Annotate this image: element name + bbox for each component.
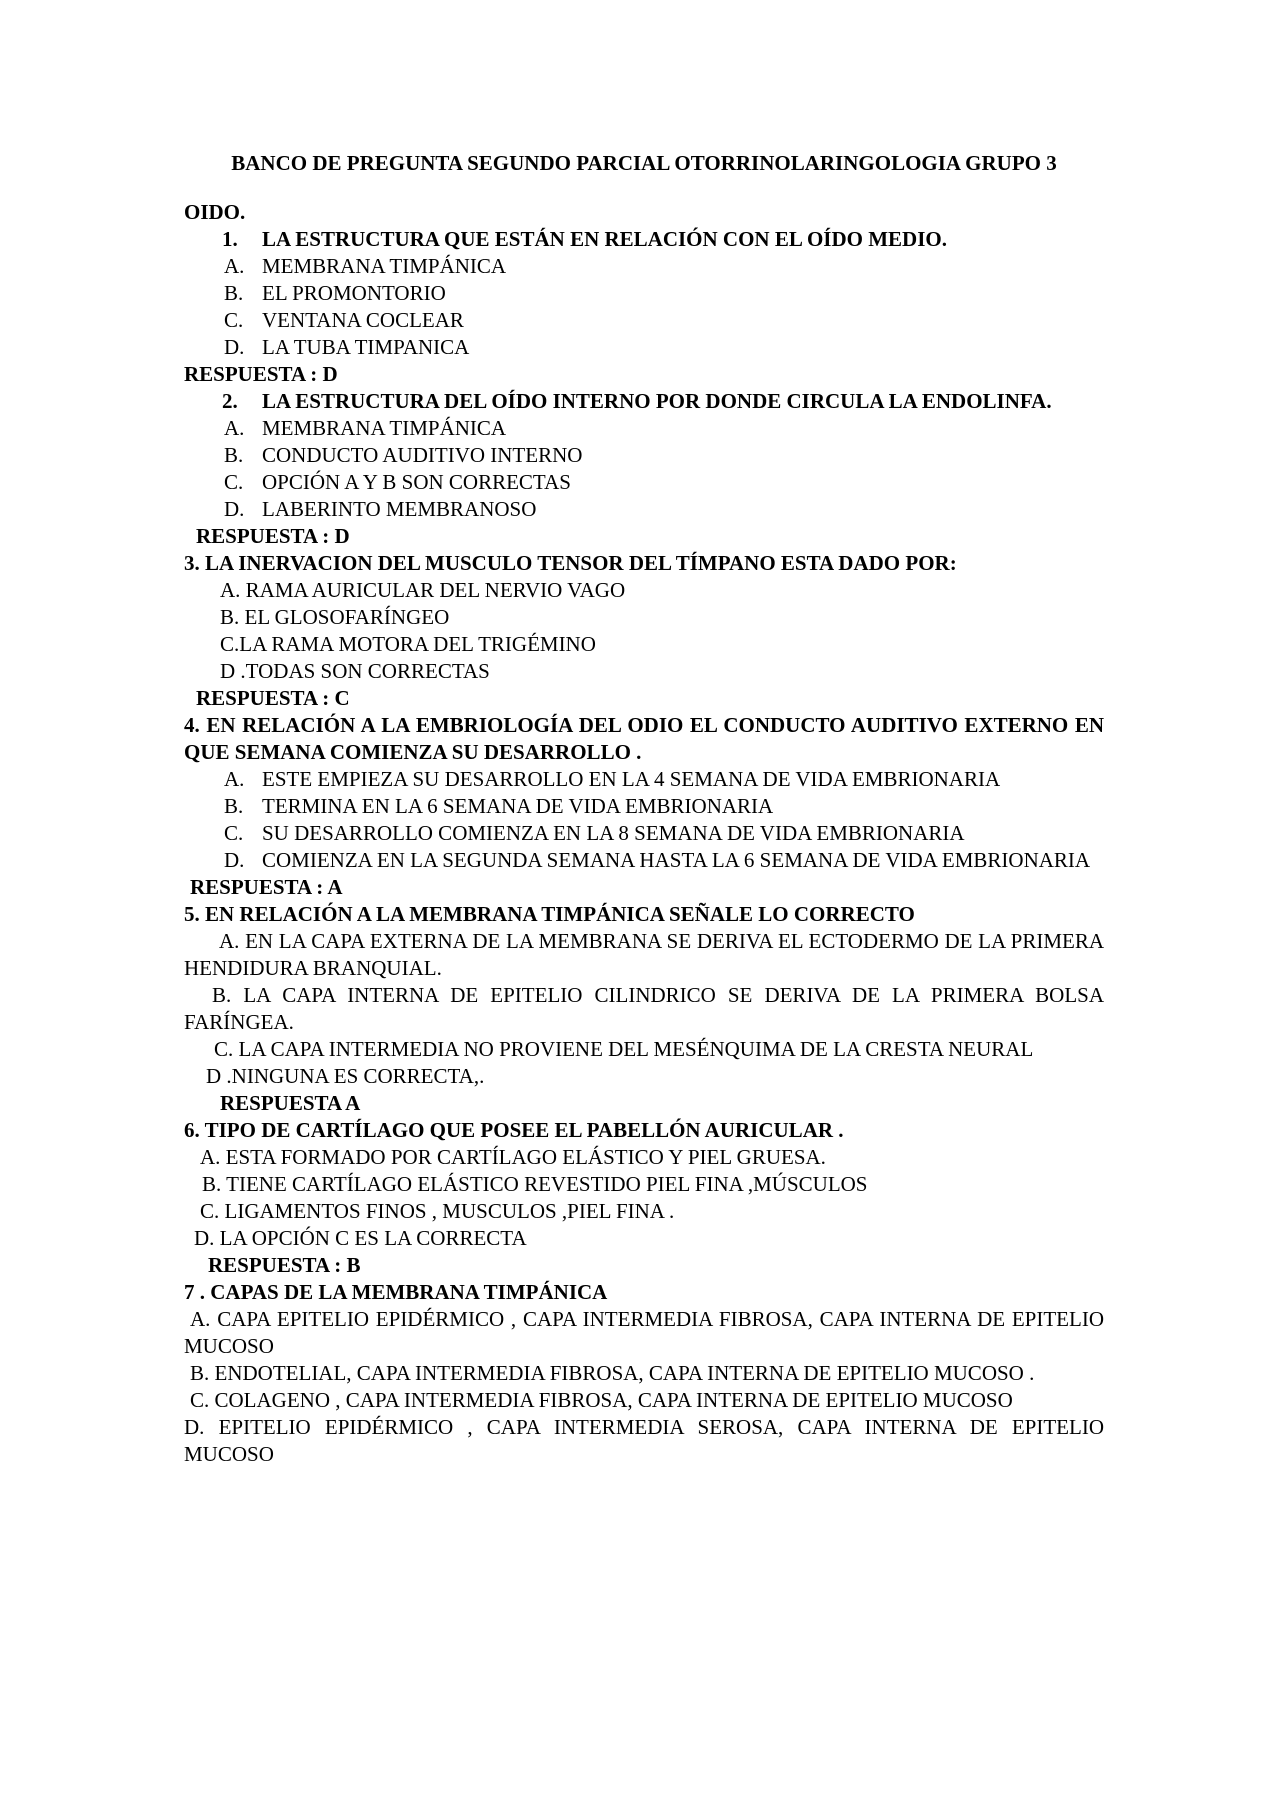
option: C. LA CAPA INTERMEDIA NO PROVIENE DEL MESÉNQUIMA DE LA CRESTA NEURAL — [214, 1037, 1034, 1061]
option: C. COLAGENO , CAPA INTERMEDIA FIBROSA, CAPA INTERNA DE EPITELIO MUCOSO — [190, 1388, 1013, 1412]
option: D .NINGUNA ES CORRECTA,. — [206, 1064, 485, 1088]
option-letter: C. — [224, 821, 244, 845]
option-text: LABERINTO MEMBRANOSO — [262, 497, 537, 521]
document-page — [184, 150, 1104, 1468]
answer-5: RESPUESTA A — [220, 1091, 361, 1115]
option: A. ESTA FORMADO POR CARTÍLAGO ELÁSTICO Y PIEL GRUESA. — [200, 1145, 826, 1169]
option — [184, 334, 1104, 361]
option-text: TERMINA EN LA 6 SEMANA DE VIDA EMBRIONARIA — [262, 794, 774, 818]
page-title: BANCO DE PREGUNTA SEGUNDO PARCIAL OTORRINOLARINGOLOGIA GRUPO 3 — [231, 151, 1057, 175]
option-letter: D. — [224, 497, 245, 521]
option-text: EL PROMONTORIO — [262, 281, 446, 305]
option: C.LA RAMA MOTORA DEL TRIGÉMINO — [220, 632, 596, 656]
option — [184, 496, 1104, 523]
answer-1: RESPUESTA : D — [184, 362, 338, 386]
option: C. LIGAMENTOS FINOS , MUSCULOS ,PIEL FINA . — [200, 1199, 675, 1223]
option: D. LA OPCIÓN C ES LA CORRECTA — [194, 1226, 527, 1250]
option: D .TODAS SON CORRECTAS — [220, 659, 490, 683]
option — [184, 820, 1104, 847]
option-text: LA TUBA TIMPANICA — [262, 335, 470, 359]
question-1 — [184, 226, 1104, 253]
option-letter: A. — [224, 767, 245, 791]
answer-3: RESPUESTA : C — [196, 686, 350, 710]
option-letter: B. — [224, 443, 244, 467]
question-3: 3. LA INERVACION DEL MUSCULO TENSOR DEL TÍMPANO ESTA DADO POR: — [184, 551, 957, 575]
section-heading: OIDO. — [184, 200, 246, 224]
question-5: 5. EN RELACIÓN A LA MEMBRANA TIMPÁNICA SEÑALE LO CORRECTO — [184, 902, 915, 926]
option — [184, 415, 1104, 442]
option — [184, 766, 1104, 793]
question-number: 2. — [222, 389, 238, 413]
option — [184, 307, 1104, 334]
option-text: CONDUCTO AUDITIVO INTERNO — [262, 443, 583, 467]
option-text: MEMBRANA TIMPÁNICA — [262, 416, 507, 440]
option — [184, 280, 1104, 307]
option-text: ESTE EMPIEZA SU DESARROLLO EN LA 4 SEMANA DE VIDA EMBRIONARIA — [262, 767, 1001, 791]
question-text: LA ESTRUCTURA QUE ESTÁN EN RELACIÓN CON EL OÍDO MEDIO. — [262, 227, 947, 251]
option-letter: D. — [224, 335, 245, 359]
option-text: VENTANA COCLEAR — [262, 308, 464, 332]
option-letter: C. — [224, 470, 244, 494]
option-text: SU DESARROLLO COMIENZA EN LA 8 SEMANA DE VIDA EMBRIONARIA — [262, 821, 965, 845]
option: B. ENDOTELIAL, CAPA INTERMEDIA FIBROSA, CAPA INTERNA DE EPITELIO MUCOSO . — [190, 1361, 1035, 1385]
option-text: OPCIÓN A Y B SON CORRECTAS — [262, 470, 571, 494]
option — [184, 793, 1104, 820]
option: B. EL GLOSOFARÍNGEO — [220, 605, 450, 629]
option — [184, 253, 1104, 280]
option-letter: B. — [224, 794, 244, 818]
option-text: COMIENZA EN LA SEGUNDA SEMANA HASTA LA 6 SEMANA DE VIDA EMBRIONARIA — [262, 848, 1091, 872]
question-6: 6. TIPO DE CARTÍLAGO QUE POSEE EL PABELLÓN AURICULAR . — [184, 1118, 844, 1142]
option-letter: D. — [224, 848, 245, 872]
option: A. CAPA EPITELIO EPIDÉRMICO , CAPA INTERMEDIA FIBROSA, CAPA INTERNA DE EPITELIO MUCOSO — [184, 1307, 1104, 1358]
option: A. RAMA AURICULAR DEL NERVIO VAGO — [220, 578, 626, 602]
option-letter: B. — [224, 281, 244, 305]
question-2 — [184, 388, 1104, 415]
option: B. LA CAPA INTERNA DE EPITELIO CILINDRICO SE DERIVA DE LA PRIMERA BOLSA FARÍNGEA. — [184, 983, 1104, 1034]
option: B. TIENE CARTÍLAGO ELÁSTICO REVESTIDO PIEL FINA ,MÚSCULOS — [202, 1172, 868, 1196]
question-text: LA ESTRUCTURA DEL OÍDO INTERNO POR DONDE CIRCULA LA ENDOLINFA. — [262, 389, 1052, 413]
answer-4: RESPUESTA : A — [190, 875, 343, 899]
answer-2: RESPUESTA : D — [196, 524, 350, 548]
question-number: 1. — [222, 227, 238, 251]
option: D. EPITELIO EPIDÉRMICO , CAPA INTERMEDIA SEROSA, CAPA INTERNA DE EPITELIO MUCOSO — [184, 1415, 1104, 1466]
question-7: 7 . CAPAS DE LA MEMBRANA TIMPÁNICA — [184, 1280, 608, 1304]
option-letter: C. — [224, 308, 244, 332]
option — [184, 442, 1104, 469]
option: A. EN LA CAPA EXTERNA DE LA MEMBRANA SE DERIVA EL ECTODERMO DE LA PRIMERA HENDIDURA BRANQUIAL. — [184, 929, 1104, 980]
option — [184, 469, 1104, 496]
option — [184, 847, 1104, 874]
question-4: 4. EN RELACIÓN A LA EMBRIOLOGÍA DEL ODIO EL CONDUCTO AUDITIVO EXTERNO EN QUE SEMANA COMIENZA SU DESARROLLO . — [184, 713, 1104, 764]
option-text: MEMBRANA TIMPÁNICA — [262, 254, 507, 278]
answer-6: RESPUESTA : B — [208, 1253, 361, 1277]
option-letter: A. — [224, 416, 245, 440]
option-letter: A. — [224, 254, 245, 278]
